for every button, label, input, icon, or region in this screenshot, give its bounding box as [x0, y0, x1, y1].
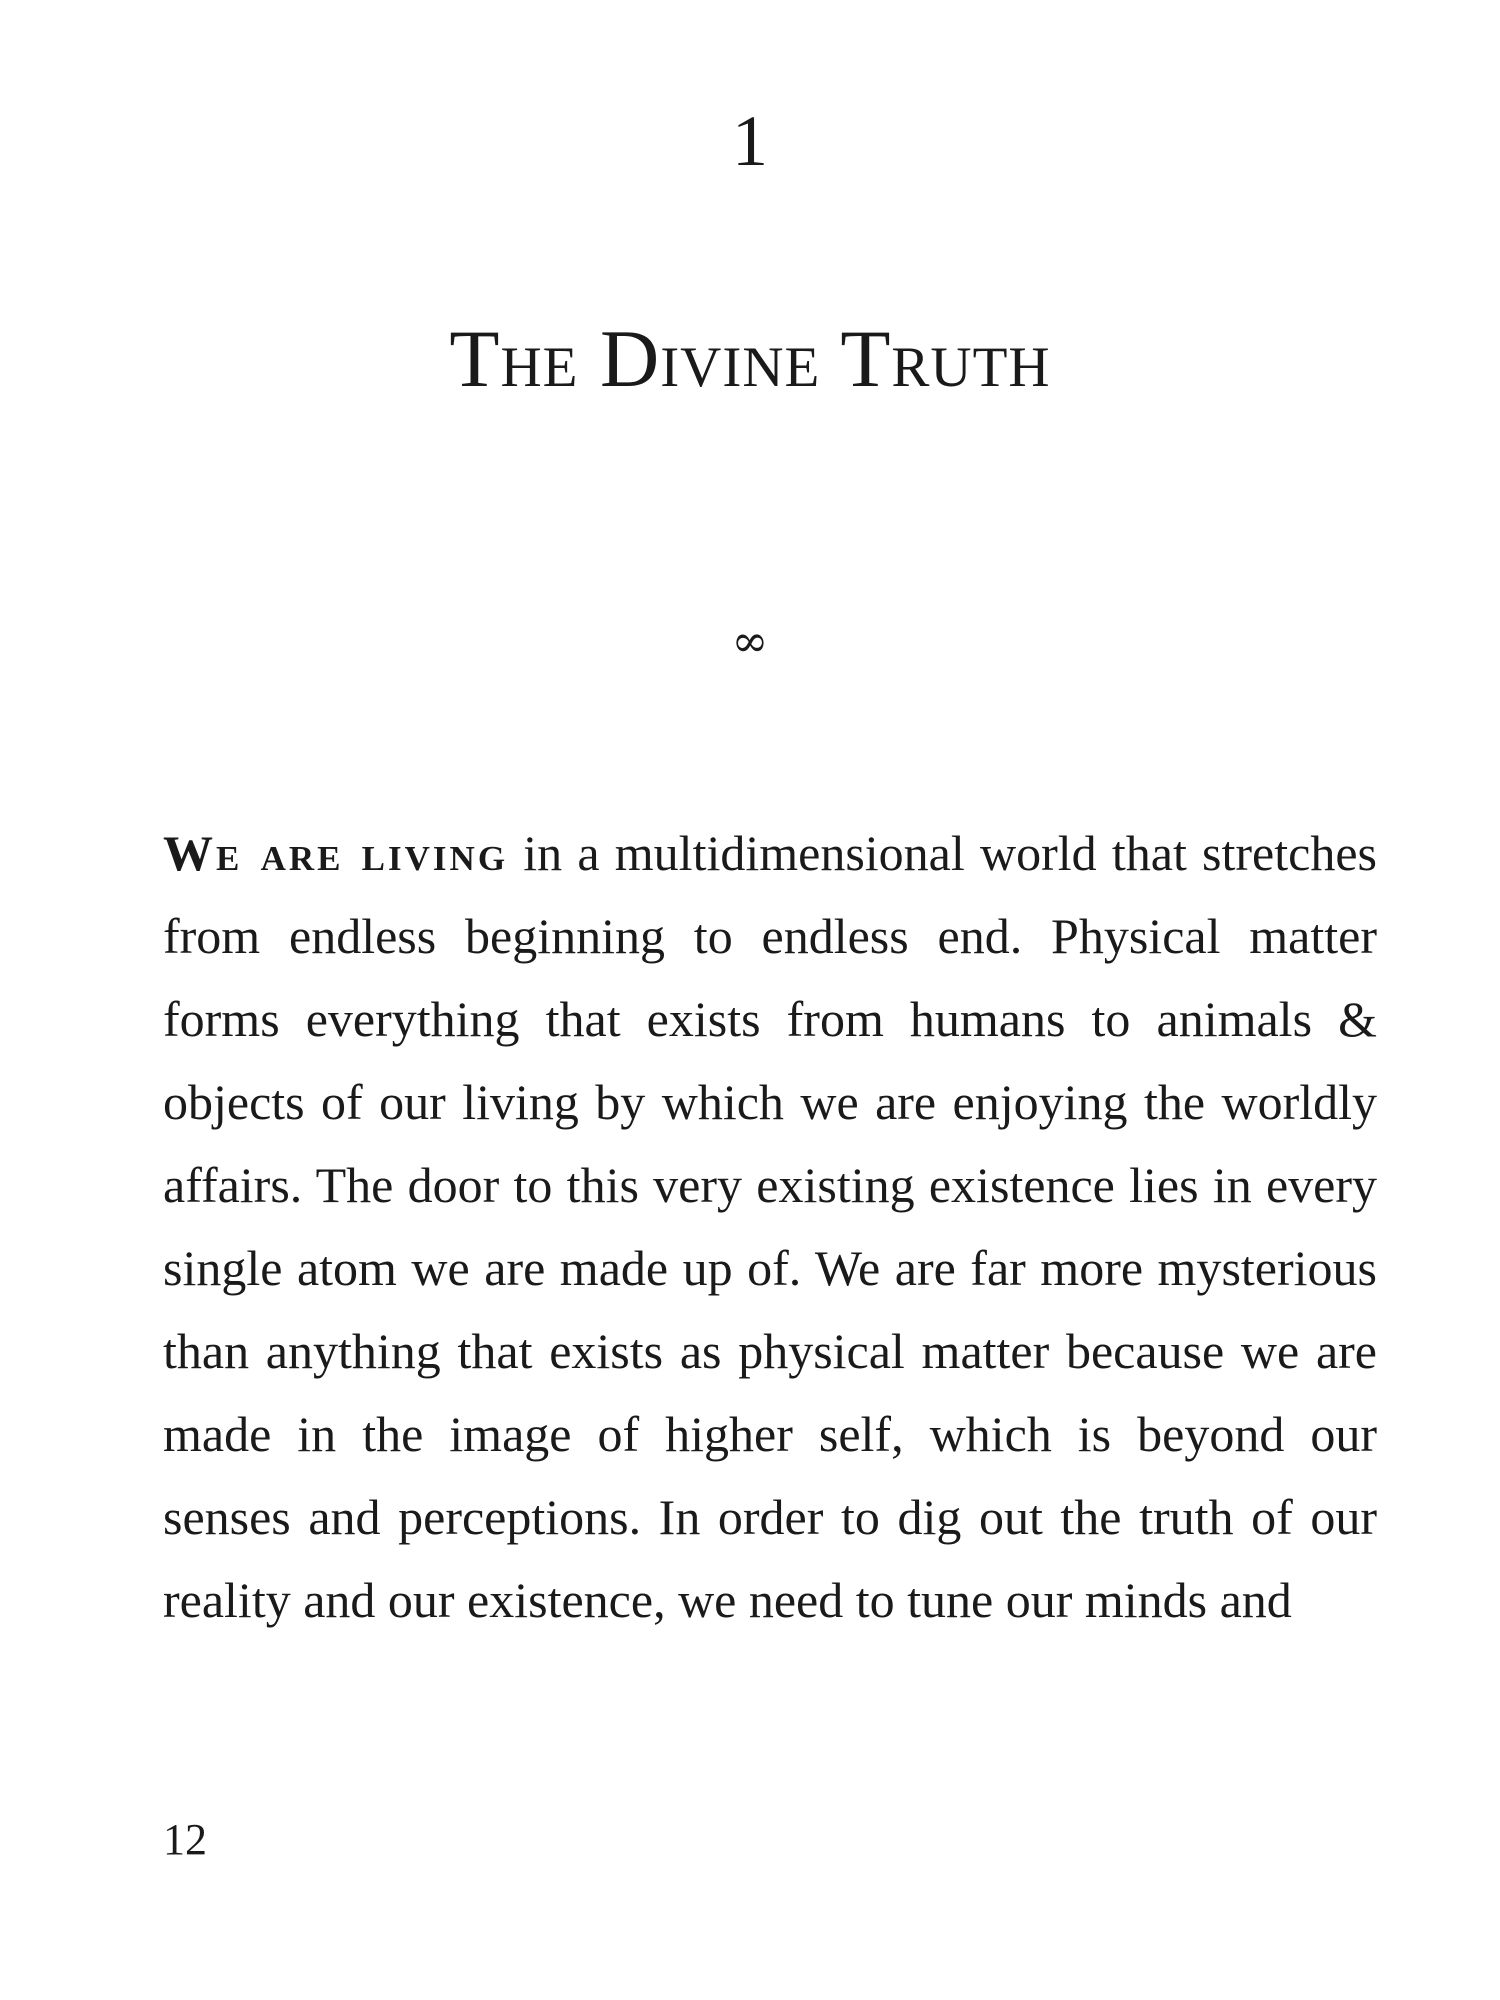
chapter-number: 1	[732, 101, 768, 181]
chapter-title: The Divine Truth	[449, 313, 1051, 404]
paragraph-lead-in: We are living	[163, 825, 509, 881]
body-paragraph	[163, 812, 1377, 1642]
paragraph-text: in a multidimensional world that stretches from endless beginning to endless end. Physical matter forms everything that exists from humans to animals & objects of our living by which we are enjoying the worldly affairs. The door to this very existing existence lies in every single atom we are made up of. We are far more mysterious than anything that exists as physical matter because we are made in the image of higher self, which is beyond our senses and perceptions. In order to dig out the truth of our reality and our existence, we need to tune our minds and	[163, 825, 1377, 1628]
page-number: 12	[163, 1815, 207, 1864]
ornament-icon: ∞	[731, 616, 769, 667]
